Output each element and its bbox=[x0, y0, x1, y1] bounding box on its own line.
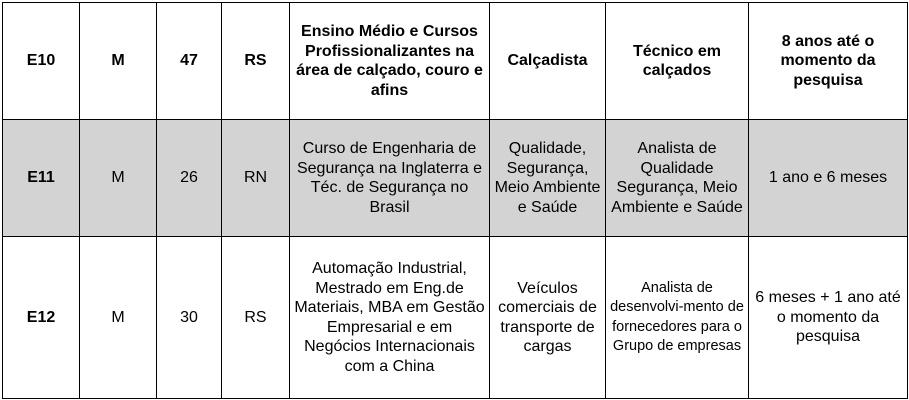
sex-cell: M bbox=[80, 120, 157, 237]
education-cell: Ensino Médio e Cursos Profissionalizantes na área de calçado, couro e afins bbox=[290, 3, 490, 120]
education-cell: Curso de Engenharia de Segurança na Inglaterra e Téc. de Segurança no Brasil bbox=[290, 120, 490, 237]
role-cell: Analista de Qualidade Segurança, Meio Ambiente e Saúde bbox=[606, 120, 749, 237]
sex-cell: M bbox=[80, 3, 157, 120]
sector-cell: Qualidade, Segurança, Meio Ambiente e Saúde bbox=[490, 120, 606, 237]
sector-cell: Calçadista bbox=[490, 3, 606, 120]
education-cell: Automação Industrial, Mestrado em Eng.de Materiais, MBA em Gestão Empresarial e em Negócios Internacionais com a China bbox=[290, 237, 490, 399]
age-cell: 26 bbox=[157, 120, 222, 237]
time-cell: 8 anos até o momento da pesquisa bbox=[749, 3, 908, 120]
sex-cell: M bbox=[80, 237, 157, 399]
state-cell: RS bbox=[222, 237, 290, 399]
state-cell: RN bbox=[222, 120, 290, 237]
interviewee-table bbox=[2, 2, 908, 399]
row-id: E11 bbox=[3, 120, 80, 237]
age-cell: 47 bbox=[157, 3, 222, 120]
time-cell: 1 ano e 6 meses bbox=[749, 120, 908, 237]
table-row bbox=[3, 120, 908, 237]
table-row bbox=[3, 237, 908, 399]
state-cell: RS bbox=[222, 3, 290, 120]
time-cell: 6 meses + 1 ano até o momento da pesquisa bbox=[749, 237, 908, 399]
sector-cell: Veículos comerciais de transporte de cargas bbox=[490, 237, 606, 399]
role-cell: Técnico em calçados bbox=[606, 3, 749, 120]
table-row bbox=[3, 3, 908, 120]
role-cell: Analista de desenvolvi-mento de fornecedores para o Grupo de empresas bbox=[606, 237, 749, 399]
row-id: E12 bbox=[3, 237, 80, 399]
row-id: E10 bbox=[3, 3, 80, 120]
age-cell: 30 bbox=[157, 237, 222, 399]
